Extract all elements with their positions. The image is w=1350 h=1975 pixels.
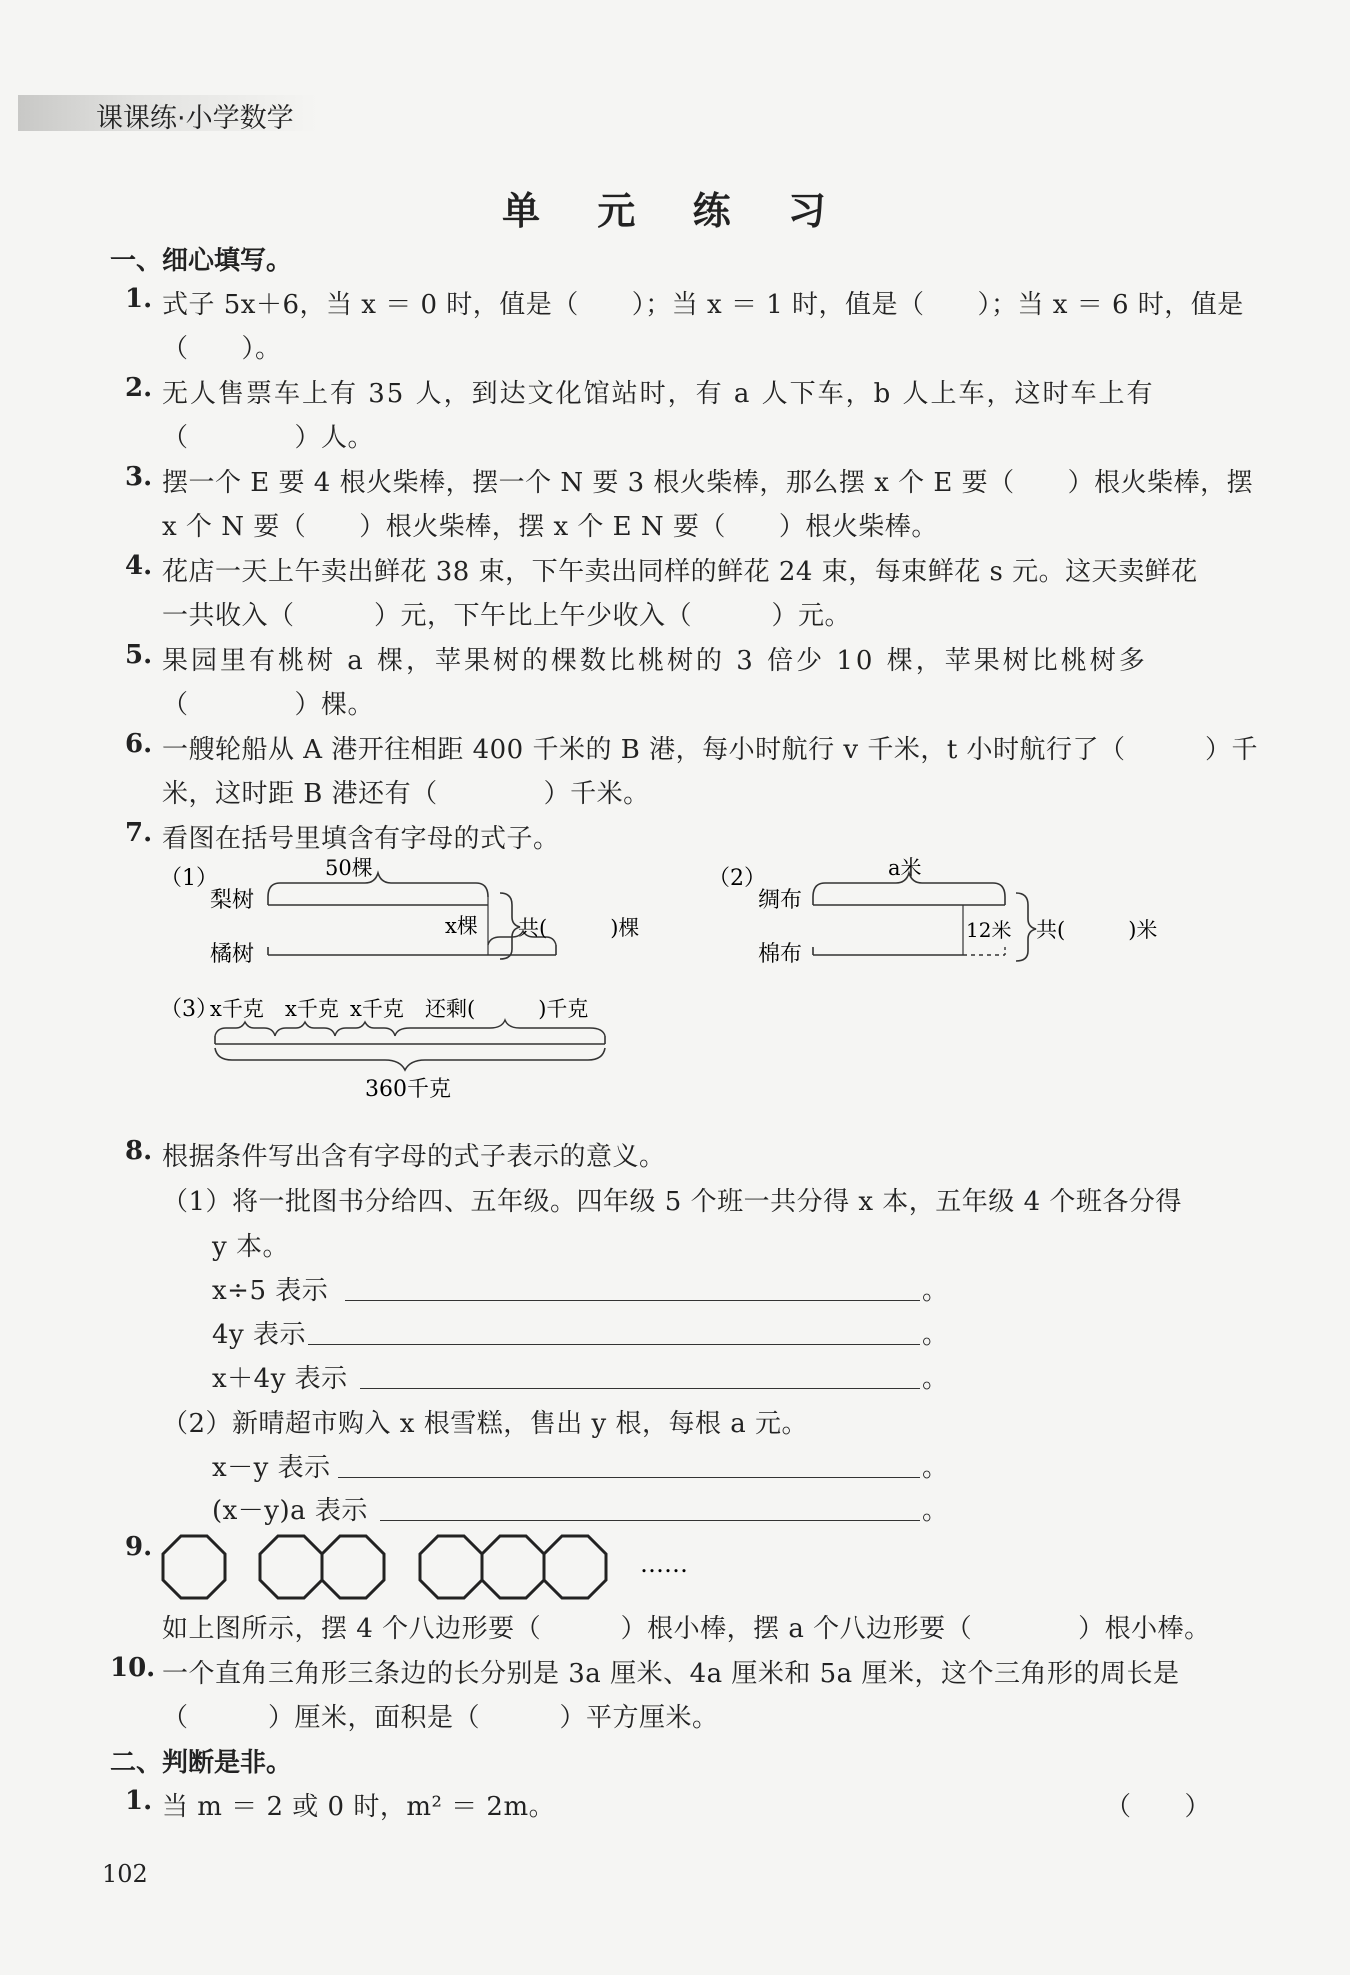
q8-expr4: x－y 表示	[212, 1453, 331, 1483]
d1-row2: 橘树	[210, 942, 255, 967]
q3-line1: 摆一个 E 要 4 根火柴棒，摆一个 N 要 3 根火柴棒，那么摆 x 个 E 要（ ）根火柴棒，摆	[162, 468, 1254, 498]
d3-seg3: x千克	[350, 997, 404, 1021]
q6-number: 6.	[125, 729, 153, 759]
q6-line1: 一艘轮船从 A 港开往相距 400 千米的 B 港，每小时航行 v 千米，t 小时航行了（ ）千	[162, 735, 1259, 765]
octagon-5	[482, 1536, 544, 1598]
q4-number: 4.	[125, 551, 153, 581]
d3-seg2: x千克	[285, 997, 339, 1021]
page-title: 单 元 练 习	[502, 189, 848, 233]
d3-seg1: x千克	[210, 997, 264, 1021]
q5-line2: （ ）棵。	[162, 690, 375, 720]
d2-total: 共( )米	[1036, 918, 1158, 942]
q4-line1: 花店一天上午卖出鲜花 38 束，下午卖出同样的鲜花 24 束，每束鲜花 s 元。这天卖鲜花	[162, 557, 1198, 587]
q8-answer-line-3[interactable]	[360, 1388, 920, 1389]
d1-row1: 梨树	[210, 888, 255, 913]
section-1-heading: 一、细心填写。	[110, 246, 293, 276]
q8-answer-line-1[interactable]	[345, 1300, 920, 1301]
q7-text: 看图在括号里填含有字母的式子。	[162, 824, 560, 854]
d3-total: 360千克	[365, 1077, 451, 1102]
d2-label: （2）	[708, 866, 766, 891]
diagram-1	[160, 855, 680, 975]
d1-top-label: 50棵	[325, 856, 373, 880]
q3-line2: x 个 N 要（ ）根火柴棒，摆 x 个 E N 要（ ）根火柴棒。	[162, 512, 938, 542]
q10-line1: 一个直角三角形三条边的长分别是 3a 厘米、4a 厘米和 5a 厘米，这个三角形的周长是	[162, 1659, 1180, 1689]
q6-line2: 米，这时距 B 港还有（ ）千米。	[162, 779, 650, 809]
page-number: 102	[102, 1860, 148, 1888]
q10-line2: （ ）厘米，面积是（ ）平方厘米。	[162, 1703, 719, 1733]
book-title: 课课练·小学数学	[96, 103, 294, 134]
octagon-3	[322, 1536, 384, 1598]
q3-number: 3.	[125, 462, 153, 492]
d2-row2: 棉布	[758, 942, 803, 967]
q1-line2: （ ）。	[162, 334, 282, 364]
q2-number: 2.	[125, 373, 153, 403]
d1-label: （1）	[160, 866, 218, 891]
d3-label: （3）	[160, 997, 218, 1022]
octagon-4	[420, 1536, 482, 1598]
q8-p1-line2: y 本。	[212, 1232, 289, 1262]
q9-number: 9.	[125, 1532, 153, 1562]
q7-number: 7.	[125, 818, 153, 848]
q5-number: 5.	[125, 640, 153, 670]
q8-period-2: 。	[922, 1320, 949, 1350]
q8-period-5: 。	[922, 1496, 949, 1526]
q8-number: 8.	[125, 1136, 153, 1166]
section-2-heading: 二、判断是非。	[110, 1748, 293, 1778]
d1-sub-label: x棵	[445, 914, 478, 938]
q5-line1: 果园里有桃树 a 棵，苹果树的棵数比桃树的 3 倍少 10 棵，苹果树比桃树多	[162, 646, 1148, 676]
octagon-figures	[155, 1530, 695, 1615]
q8-period-4: 。	[922, 1453, 949, 1483]
q2-line2: （ ）人。	[162, 423, 375, 453]
q1-line1: 式子 5x＋6，当 x ＝ 0 时，值是（ ）；当 x ＝ 1 时，值是（ ）；当 x ＝ 6 时，值是	[162, 290, 1244, 320]
q8-answer-line-5[interactable]	[380, 1520, 920, 1521]
q8-expr2: 4y 表示	[212, 1320, 306, 1350]
diagram-2	[708, 855, 1208, 975]
q9-ellipsis: ……	[640, 1550, 688, 1578]
q8-period-3: 。	[922, 1364, 949, 1394]
d3-rest: 还剩( )千克	[425, 997, 589, 1021]
j1-answer-paren[interactable]: （ ）	[1105, 1792, 1212, 1822]
d2-row1: 绸布	[758, 888, 803, 913]
j1-text: 当 m ＝ 2 或 0 时，m² ＝ 2m。	[162, 1792, 556, 1822]
q8-p2: （2）新晴超市购入 x 根雪糕，售出 y 根，每根 a 元。	[162, 1409, 808, 1439]
diagram-3	[160, 990, 680, 1105]
d2-sub-label: 12米	[966, 918, 1012, 942]
q10-number: 10.	[110, 1653, 156, 1683]
q1-number: 1.	[125, 284, 153, 314]
d2-top-label: a米	[888, 856, 922, 880]
q8-expr1: x÷5 表示	[212, 1276, 329, 1306]
octagon-1	[163, 1536, 225, 1598]
q2-line1: 无人售票车上有 35 人，到达文化馆站时，有 a 人下车，b 人上车，这时车上有	[162, 379, 1155, 409]
q8-period-1: 。	[922, 1276, 949, 1306]
q8-expr5: (x－y)a 表示	[212, 1496, 368, 1526]
octagon-6	[544, 1536, 606, 1598]
q8-expr3: x＋4y 表示	[212, 1364, 348, 1394]
q9-text: 如上图所示，摆 4 个八边形要（ ）根小棒，摆 a 个八边形要（ ）根小棒。	[162, 1614, 1211, 1644]
q8-p1-line1: （1）将一批图书分给四、五年级。四年级 5 个班一共分得 x 本，五年级 4 个班各分得	[162, 1187, 1182, 1217]
q8-text: 根据条件写出含有字母的式子表示的意义。	[162, 1142, 666, 1172]
octagon-2	[260, 1536, 322, 1598]
q8-answer-line-4[interactable]	[338, 1477, 920, 1478]
q4-line2: 一共收入（ ）元，下午比上午少收入（ ）元。	[162, 601, 852, 631]
q8-answer-line-2[interactable]	[308, 1344, 920, 1345]
j1-number: 1.	[125, 1786, 153, 1816]
d1-total: 共( )棵	[518, 916, 640, 940]
